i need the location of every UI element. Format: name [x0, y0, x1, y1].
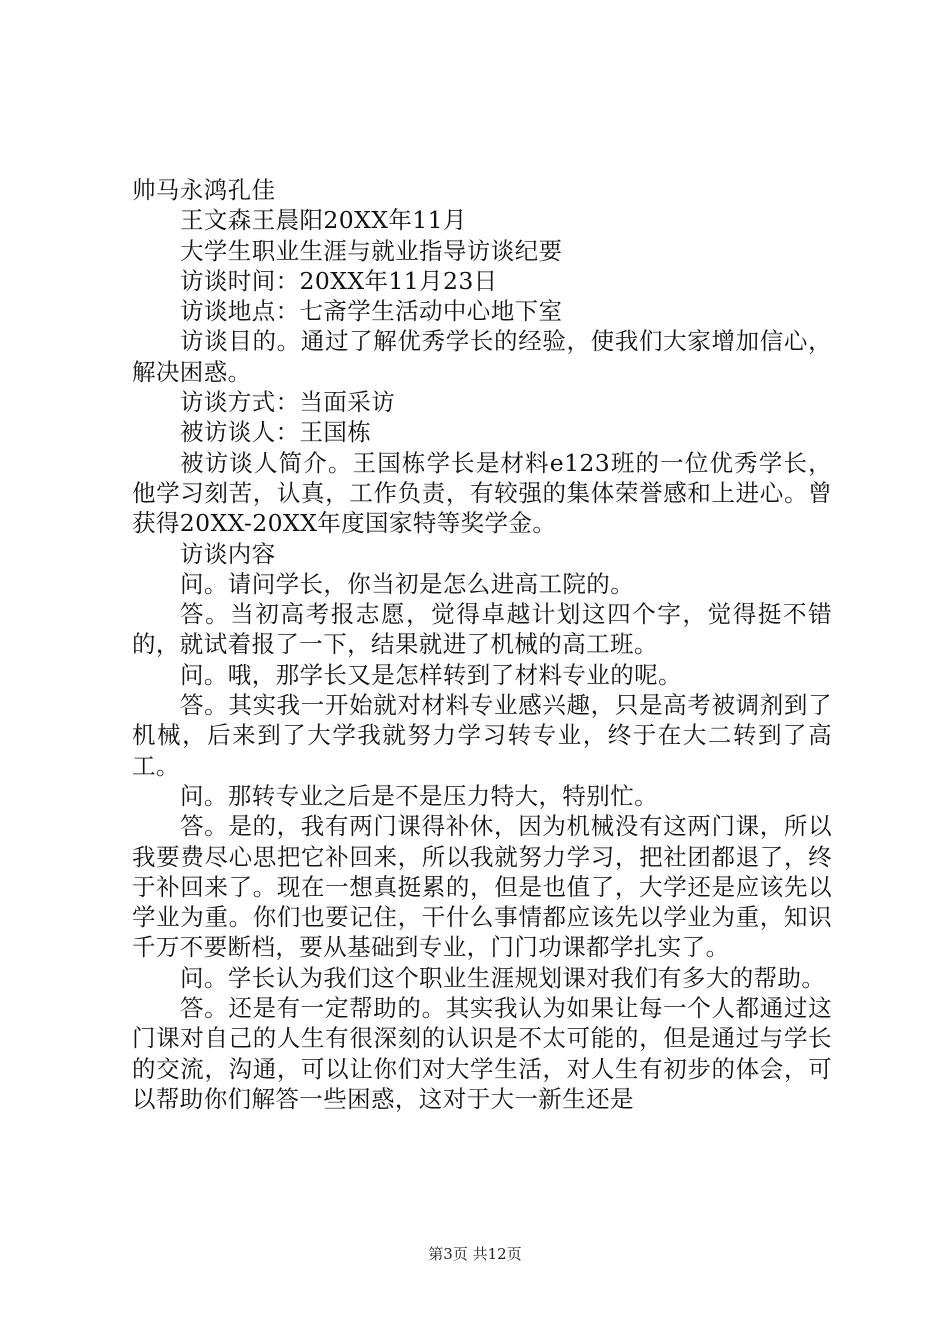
paragraph-question-2: 问。哦，那学长又是怎样转到了材料专业的呢。 [180, 660, 682, 689]
page-number-footer: 第3页 共12页 [428, 1245, 522, 1263]
paragraph-answer-4: 答。还是有一定帮助的。其实我认为如果让每一个人都通过这门课对自己的人生有很深刻的认识是不太可能的，但是通过与学长的交流，沟通，可以让你们对大学生活，对人生有初步的体会，可以帮助你们解答一些困惑，这对于大一新生还是 [132, 994, 832, 1113]
paragraph-question-3: 问。那转专业之后是不是压力特大，特别忙。 [180, 781, 658, 810]
paragraph-answer-2: 答。其实我一开始就对材料专业感兴趣，只是高考被调剂到了机械，后来到了大学我就努力学习转专业，终于在大二转到了高工。 [132, 691, 832, 780]
paragraph-interviewee: 被访谈人：王国栋 [180, 418, 372, 447]
paragraph-names-2: 王文森王晨阳20XX年11月 [180, 206, 467, 235]
paragraph-interview-location: 访谈地点：七斋学生活动中心地下室 [180, 297, 563, 326]
paragraph-interview-purpose: 访谈目的。通过了解优秀学长的经验，使我们大家增加信心，解决困惑。 [132, 327, 832, 386]
paragraph-interviewee-profile: 被访谈人简介。王国栋学长是材料e123班的一位优秀学长，他学习刻苦，认真，工作负责，有较强的集体荣誉感和上进心。曾获得20XX-20XX年度国家特等奖学金。 [132, 448, 832, 538]
paragraph-content-heading: 访谈内容 [180, 539, 276, 568]
paragraph-names-1: 帅马永鸿孔佳 [132, 176, 276, 204]
paragraph-answer-3: 答。是的，我有两门课得补休，因为机械没有这两门课，所以我要费尽心思把它补回来，所以我就努力学习，把社团都退了，终于补回来了。现在一想真挺累的，但是也值了，大学还是应该先以学业为重。你们也要记住，干什么事情都应该先以学业为重，知识千万不要断档，要从基础到专业，门门功课都学扎实了。 [132, 812, 832, 962]
paragraph-question-4: 问。学长认为我们这个职业生涯规划课对我们有多大的帮助。 [180, 963, 826, 992]
paragraph-interview-time: 访谈时间：20XX年11月23日 [180, 266, 498, 295]
paragraph-question-1: 问。请问学长，你当初是怎么进高工院的。 [180, 569, 635, 598]
paragraph-interview-method: 访谈方式：当面采访 [180, 388, 396, 417]
paragraph-answer-1: 答。当初高考报志愿，觉得卓越计划这四个字，觉得挺不错的，就试着报了一下，结果就进了机械的高工班。 [132, 600, 832, 659]
document-body [132, 175, 832, 1114]
paragraph-title: 大学生职业生涯与就业指导访谈纪要 [180, 236, 563, 265]
